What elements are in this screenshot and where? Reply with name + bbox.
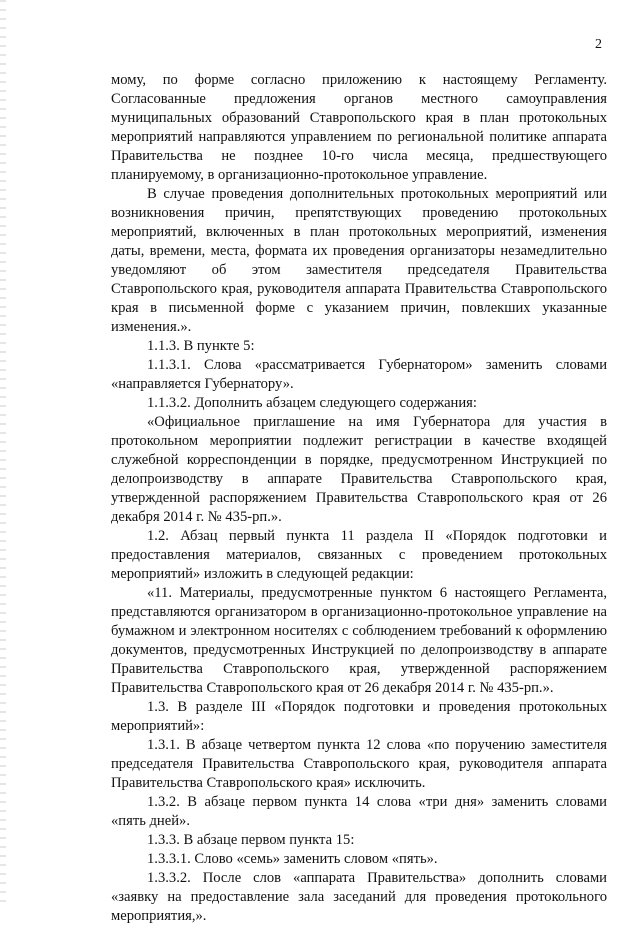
paragraph: 1.3.2. В абзаце первом пункта 14 слова «три дня» заменить словами «пять дней». (111, 794, 607, 829)
page-number: 2 (595, 37, 602, 52)
paragraph: мому, по форме согласно приложению к настоящему Регламенту. Согласованные предложения органов местного самоуправления муниципальных образований Ставропольского края в план протокольных мероприятий направляются управлением по региональной политике аппарата Правительства не позднее 10-го числа месяца, предшествующего планируемому, в организационно-протокольное управление. (111, 72, 607, 183)
paragraph: 1.1.3.1. Слова «рассматривается Губернатором» заменить словами «направляется Губернатору». (111, 357, 607, 392)
paragraph: 1.3.1. В абзаце четвертом пункта 12 слова «по поручению заместителя председателя Правительства Ставропольского края, руководителя аппарата Правительства Ставропольского края» исключить. (111, 737, 607, 791)
document-body (111, 71, 607, 926)
paragraph: 1.3. В разделе III «Порядок подготовки и проведения протокольных мероприятий»: (111, 699, 607, 734)
paragraph: 1.1.3. В пункте 5: (147, 338, 255, 354)
paragraph: 1.3.3.1. Слово «семь» заменить словом «пять». (147, 851, 438, 867)
paragraph: «11. Материалы, предусмотренные пунктом 6 настоящего Регламента, представляются организатором в организационно-протокольное управление на бумажном и электронном носителях с соблюдением требований к оформлению документов, предусмотренных Инструкцией по делопроизводству в аппарате Правительства Ставропольского края, утвержденной распоряжением Правительства Ставропольского края от 26 декабря 2014 г. № 435-рп.». (111, 585, 607, 696)
paragraph: «Официальное приглашение на имя Губернатора для участия в протокольном мероприятии подлежит регистрации в качестве входящей служебной корреспонденции в порядке, предусмотренном Инструкцией по делопроизводству в аппарате Правительства Ставропольского края, утвержденной распоряжением Правительства Ставропольского края от 26 декабря 2014 г. № 435-рп.». (111, 414, 607, 525)
paragraph: 1.3.3.2. После слов «аппарата Правительства» дополнить словами «заявку на предоставление зала заседаний для проведения протокольного мероприятия,». (111, 870, 607, 924)
paragraph: 1.3.3. В абзаце первом пункта 15: (147, 832, 355, 848)
scan-edge-marks (0, 0, 6, 905)
paragraph: В случае проведения дополнительных протокольных мероприятий или возникновения причин, препятствующих проведению протокольных мероприятий, включенных в план протокольных мероприятий, изменения даты, времени, места, формата их проведения организаторы незамедлительно уведомляют об этом заместителя председателя Правительства Ставропольского края, руководителя аппарата Правительства Ставропольского края в письменной форме с указанием причин, повлекших указанные изменения.». (111, 186, 607, 335)
paragraph: 1.2. Абзац первый пункта 11 раздела II «Порядок подготовки и предоставления материалов, связанных с проведением протокольных мероприятий» изложить в следующей редакции: (111, 528, 607, 582)
paragraph: 1.1.3.2. Дополнить абзацем следующего содержания: (147, 395, 477, 411)
